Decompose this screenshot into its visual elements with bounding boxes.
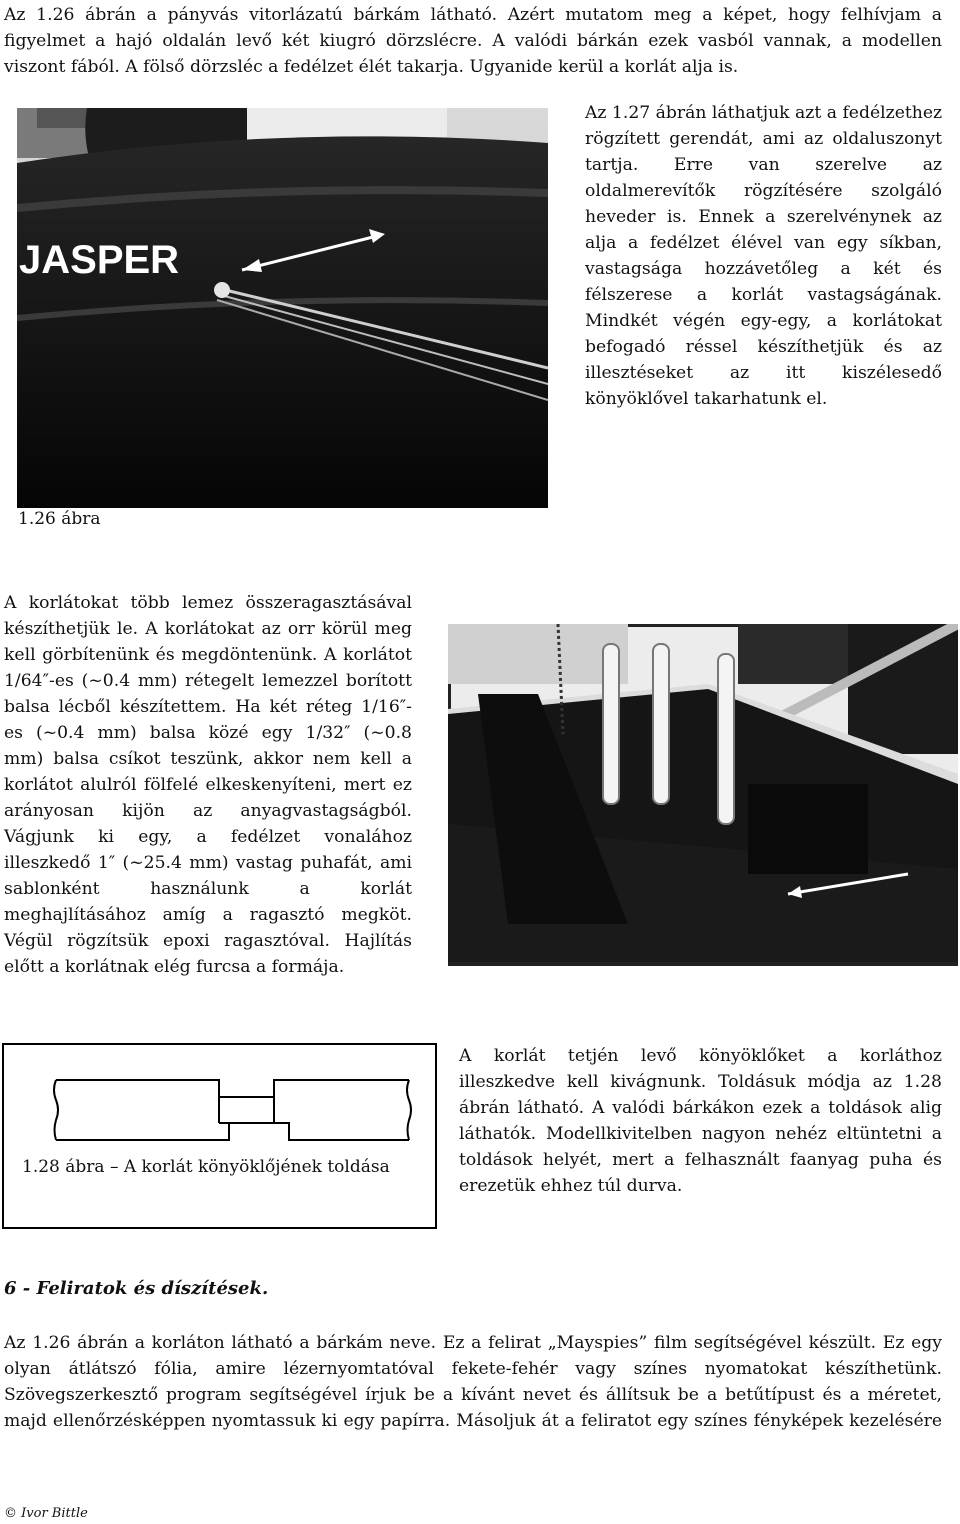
text-line: illeszkedve kell kivágnunk. Toldásuk módja az 1.28 xyxy=(459,1072,942,1092)
text-line: mm) balsa csíkot teszünk, akkor nem kell a xyxy=(4,749,412,769)
text-line: Az 1.26 ábrán a korláton látható a bárkám neve. Ez a felirat „Mayspies” film segítségével készült. Ez egy xyxy=(4,1333,942,1353)
text-line: sablonként használunk a korlát xyxy=(4,879,412,899)
figure-1-28-box xyxy=(2,1043,437,1229)
text-line: rögzített gerendát, ami az oldaluszonyt xyxy=(585,129,942,149)
figure-1-26-caption: 1.26 ábra xyxy=(18,509,101,529)
text-line: Az 1.26 ábrán a pányvás vitorlázatú bárkám látható. Azért mutatom meg a képet, hogy felhívjam a xyxy=(4,5,942,25)
figure-1-27-photo xyxy=(448,624,958,966)
rail-beam-illustration xyxy=(448,624,958,966)
text-line: illesztéseket az itt kiszélesedő xyxy=(585,363,942,383)
text-line: Mindkét végén egy-egy, a korlátokat xyxy=(585,311,942,331)
text-line: alja a fedélzet élével van egy síkban, xyxy=(585,233,942,253)
text-line: vastagsága hozzávetőleg a két és xyxy=(585,259,942,279)
text-line: befogadó réssel készíthetjük és az xyxy=(585,337,942,357)
text-line: 1/64″-es (~0.4 mm) rétegelt lemezzel borított xyxy=(4,671,412,691)
text-line: erezetük ehhez túl durva. xyxy=(459,1176,683,1196)
footer-copyright: © Ivor Bittle xyxy=(4,1506,88,1521)
text-line: Az 1.27 ábrán láthatjuk azt a fedélzethez xyxy=(585,103,943,123)
text-line: láthatók. Modellkivitelben nagyon nehéz eltüntetni a xyxy=(459,1124,942,1144)
text-line: ábrán látható. A valódi bárkákon ezek a toldások alig xyxy=(459,1098,942,1118)
text-line: korlátot alulról fölfelé elkeskenyíteni, mert ez xyxy=(4,775,412,795)
text-line: meghajlításához amíg a ragasztó megköt. xyxy=(4,905,412,925)
text-line: toldások helyét, mert a felhasznált faanyag puha és xyxy=(459,1150,942,1170)
fig127-description-paragraph xyxy=(585,100,942,412)
text-line: illeszkedő 1″ (~25.4 mm) vastag puhafát, ami xyxy=(4,853,412,873)
text-line: könyöklővel takarhatunk el. xyxy=(585,389,828,409)
text-line: kell görbítenünk és megdöntenünk. A korlátot xyxy=(4,645,412,665)
text-line: majd ellenőrzésképpen nyomtassuk ki egy papírra. Másoljuk át a feliratot egy színes fényképek kezelésére xyxy=(4,1411,942,1431)
fig128-description-paragraph xyxy=(459,1043,942,1199)
text-line: olyan átlátszó fólia, amire lézernyomtatóval fekete-fehér vagy színes nyomatokat készíthetünk. xyxy=(4,1359,942,1379)
text-line: Végül rögzítsük epoxi ragasztóval. Hajlítás xyxy=(4,931,412,951)
intro-paragraph xyxy=(4,2,942,80)
final-paragraph xyxy=(4,1330,942,1434)
boat-hull-illustration xyxy=(17,108,548,508)
korlat-paragraph xyxy=(4,590,412,980)
text-line: viszont fából. A fölső dörzsléc a fedélzet élét takarja. Ugyanide kerül a korlát alja is. xyxy=(4,57,739,77)
section-heading: 6 - Feliratok és díszítések. xyxy=(4,1278,269,1299)
hull-name-text: JASPER xyxy=(19,238,180,282)
text-line: tartja. Erre van szerelve az xyxy=(585,155,942,175)
text-line: figyelmet a hajó oldalán levő két kiugró dörzslécre. A valódi bárkán ezek vasból vannak, a modellen xyxy=(4,31,942,51)
text-line: oldalmerevítők rögzítésére szolgáló xyxy=(585,181,942,201)
joint-diagram xyxy=(4,1045,435,1155)
text-line: A korlátokat több lemez összeragasztásával xyxy=(4,593,412,613)
text-line: Szövegszerkesztő program segítségével írjuk be a kívánt nevet és állítsuk be a betűtípust és a méretet, xyxy=(4,1385,942,1405)
text-line: A korlát tetjén levő könyöklőket a korláthoz xyxy=(459,1046,942,1066)
text-line: balsa lécből készítettem. Ha két réteg 1/16″- xyxy=(4,697,412,717)
text-line: félszerese a korlát vastagságának. xyxy=(585,285,942,305)
text-line: készíthetjük le. A korlátokat az orr körül meg xyxy=(4,619,412,639)
text-line: es (~0.4 mm) balsa közé egy 1/32″ (~0.8 xyxy=(4,723,412,743)
text-line: Vágjunk ki egy, a fedélzet vonalához xyxy=(4,827,412,847)
text-line: arányosan kijön az anyagvastagságból. xyxy=(4,801,412,821)
text-line: előtt a korlátnak elég furcsa a formája. xyxy=(4,957,345,977)
text-line: heveder is. Ennek a szerelvénynek az xyxy=(585,207,942,227)
figure-1-28-caption: 1.28 ábra – A korlát könyöklőjének toldása xyxy=(22,1157,390,1177)
figure-1-26-photo xyxy=(17,108,548,508)
